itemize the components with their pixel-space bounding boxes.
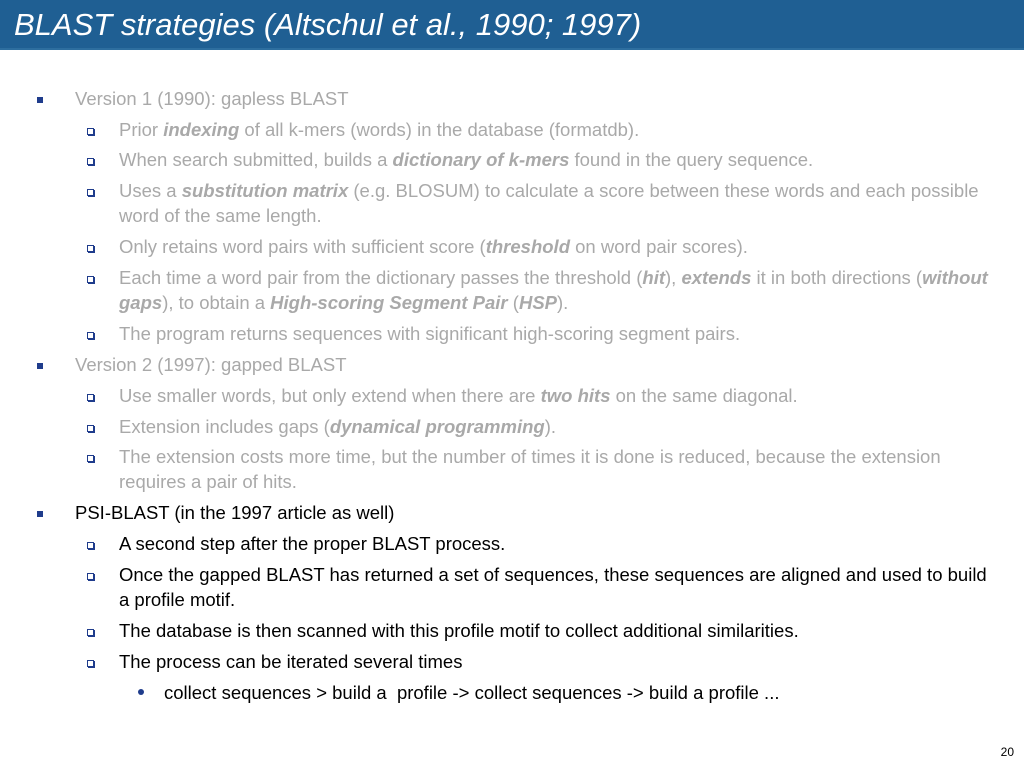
hollow-square-bullet-icon bbox=[87, 332, 94, 339]
bullet-text: on word pair scores). bbox=[570, 236, 748, 257]
bullet-text: The extension costs more time, but the number of times it is done is reduced, because the extension requires a pair of hits. bbox=[119, 446, 946, 492]
round-dot-bullet-icon bbox=[138, 689, 144, 695]
bullet-text: The program returns sequences with significant high-scoring segment pairs. bbox=[119, 323, 741, 344]
bullet-level-1 bbox=[75, 500, 975, 525]
bullet-level-2 bbox=[119, 444, 989, 494]
bullet-level-2 bbox=[119, 117, 989, 142]
emphasized-text: threshold bbox=[485, 236, 570, 257]
hollow-square-bullet-icon bbox=[87, 128, 94, 135]
page-number: 20 bbox=[1000, 745, 1014, 759]
emphasized-text: without gaps bbox=[119, 267, 993, 313]
bullet-text: ). bbox=[557, 292, 569, 313]
bullet-text: Extension includes gaps ( bbox=[119, 416, 330, 437]
bullet-level-2 bbox=[119, 321, 989, 346]
bullet-text: Version 1 (1990): gapless BLAST bbox=[75, 88, 349, 109]
emphasized-text: HSP bbox=[518, 292, 557, 313]
bullet-text: found in the query sequence. bbox=[569, 149, 814, 170]
bullet-text: Use smaller words, but only extend when there are bbox=[119, 385, 541, 406]
filled-square-bullet-icon bbox=[37, 363, 43, 369]
bullet-text: A second step after the proper BLAST process. bbox=[119, 533, 506, 554]
hollow-square-bullet-icon bbox=[87, 245, 94, 252]
bullet-text: PSI-BLAST (in the 1997 article as well) bbox=[75, 502, 395, 523]
bullet-level-2 bbox=[119, 178, 989, 228]
bullet-level-2 bbox=[119, 649, 989, 674]
emphasized-text: hit bbox=[642, 267, 665, 288]
bullet-level-2 bbox=[119, 618, 989, 643]
bullet-text: Each time a word pair from the dictionary passes the threshold ( bbox=[119, 267, 643, 288]
emphasized-text: dictionary of k-mers bbox=[392, 149, 570, 170]
bullet-text: it in both directions ( bbox=[751, 267, 923, 288]
bullet-text: ). bbox=[544, 416, 556, 437]
bullet-text: collect sequences > build a profile -> collect sequences -> build a profile ... bbox=[164, 682, 780, 703]
hollow-square-bullet-icon bbox=[87, 189, 94, 196]
hollow-square-bullet-icon bbox=[87, 629, 94, 636]
hollow-square-bullet-icon bbox=[87, 158, 94, 165]
bullet-text: The process can be iterated several times bbox=[119, 651, 463, 672]
emphasized-text: substitution matrix bbox=[181, 180, 349, 201]
bullet-text: on the same diagonal. bbox=[610, 385, 798, 406]
filled-square-bullet-icon bbox=[37, 97, 43, 103]
bullet-level-2 bbox=[119, 265, 993, 315]
bullet-text: Version 2 (1997): gapped BLAST bbox=[75, 354, 347, 375]
bullet-text: ), bbox=[665, 267, 682, 288]
bullet-text: Prior bbox=[119, 119, 164, 140]
bullet-level-1 bbox=[75, 86, 975, 111]
emphasized-text: two hits bbox=[540, 385, 611, 406]
hollow-square-bullet-icon bbox=[87, 425, 94, 432]
emphasized-text: dynamical programming bbox=[329, 416, 545, 437]
emphasized-text: High-scoring Segment Pair bbox=[270, 292, 508, 313]
bullet-text: of all k-mers (words) in the database (formatdb). bbox=[239, 119, 640, 140]
bullet-text: (e.g. BLOSUM) to calculate a score between these words and each possible word of the same length. bbox=[119, 180, 984, 226]
hollow-square-bullet-icon bbox=[87, 542, 94, 549]
bullet-text: The database is then scanned with this profile motif to collect additional similarities. bbox=[119, 620, 799, 641]
emphasized-text: indexing bbox=[163, 119, 240, 140]
bullet-level-1 bbox=[75, 352, 975, 377]
bullet-level-2 bbox=[119, 531, 989, 556]
bullet-text: ( bbox=[507, 292, 519, 313]
bullet-text: Uses a bbox=[119, 180, 182, 201]
slide-title: BLAST strategies (Altschul et al., 1990; 1997) bbox=[14, 7, 642, 42]
bullet-text: Once the gapped BLAST has returned a set of sequences, these sequences are aligned and used to build a profile motif. bbox=[119, 564, 992, 610]
bullet-text: When search submitted, builds a bbox=[119, 149, 393, 170]
hollow-square-bullet-icon bbox=[87, 455, 94, 462]
bullet-level-2 bbox=[119, 234, 989, 259]
bullet-level-2 bbox=[119, 147, 989, 172]
bullet-level-2 bbox=[119, 414, 989, 439]
filled-square-bullet-icon bbox=[37, 511, 43, 517]
emphasized-text: extends bbox=[681, 267, 752, 288]
bullet-level-2 bbox=[119, 562, 992, 612]
hollow-square-bullet-icon bbox=[87, 660, 94, 667]
bullet-text: ), to obtain a bbox=[162, 292, 271, 313]
hollow-square-bullet-icon bbox=[87, 573, 94, 580]
bullet-level-3 bbox=[164, 680, 984, 705]
hollow-square-bullet-icon bbox=[87, 276, 94, 283]
hollow-square-bullet-icon bbox=[87, 394, 94, 401]
bullet-level-2 bbox=[119, 383, 989, 408]
bullet-text: Only retains word pairs with sufficient score ( bbox=[119, 236, 486, 257]
